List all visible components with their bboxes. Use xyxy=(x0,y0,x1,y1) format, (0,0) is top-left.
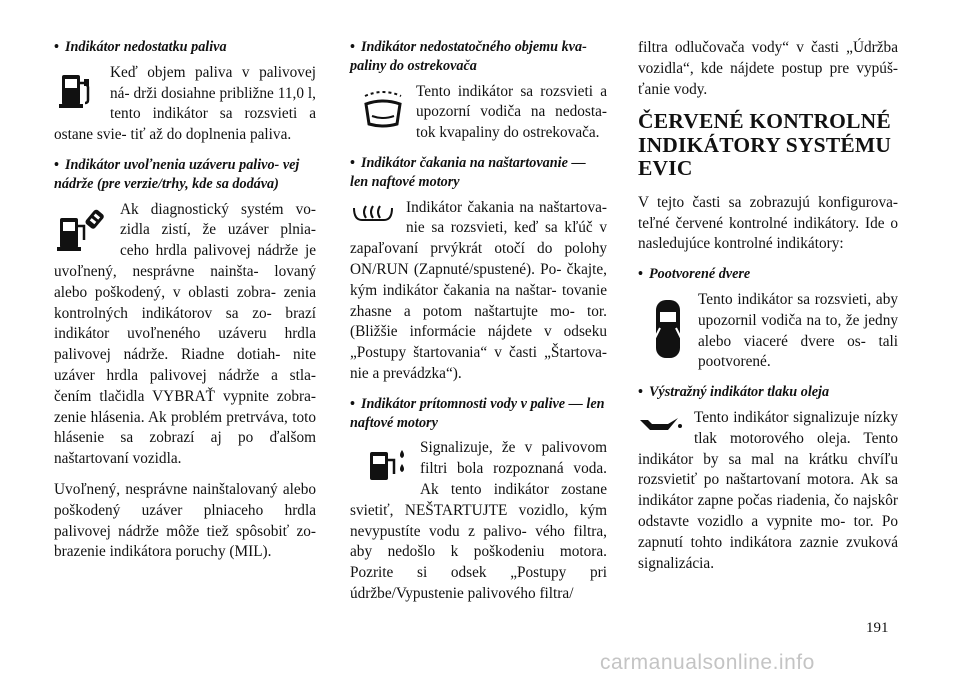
section-heading: ČERVENÉ KONTROLNÉ INDIKÁTORY SYSTÉMU EVIC xyxy=(638,109,892,181)
washer-fluid-icon xyxy=(360,86,406,132)
wait-text: Indikátor čakania na naštartova- nie sa rozsvieti, keď sa kľúč v zapaľovaní prvýkrát otočí do polohy ON/RUN (Zapnuté/spustené). Po- čkajte, kým indikátor čakania na naštar- tovanie zhasne a potom naštartujte mo- tor. (Bližšie informácie nájdete v odseku „Postupy štartovania“ v časti „Štartova- nie a prevádzka“). xyxy=(350,198,607,382)
oil-title: Výstražný indikátor tlaku oleja xyxy=(648,384,830,401)
water-in-fuel-icon xyxy=(364,442,410,488)
washer-heading: • Indikátor nedostatočného objemu kva- paliny do ostrekovača xyxy=(350,39,587,74)
continued-text: filtra odlučovača vody“ v časti „Údržba vozidla“, kde nájdete postup pre vypúš- ťanie vody. xyxy=(638,39,898,98)
oil-can-icon xyxy=(638,412,684,436)
washer-text: Tento indikátor sa rozsvieti a upozorní vodiča na nedosta- tok kvapaliny do ostrekovača. xyxy=(416,82,607,142)
watermark: carmanualsonline.info xyxy=(600,651,815,674)
water-heading: • Indikátor prítomnosti vody v palive — len naftové motory xyxy=(350,395,605,431)
oil-heading: • Výstražný indikátor tlaku oleja xyxy=(638,384,830,401)
fuel-low-text: Keď objem paliva v palivovej ná- drži dosiahne približne 11,0 l, tento indikátor sa rozsvieti a ostane svie- tiť až do doplnenia paliva. xyxy=(54,63,316,144)
fuel-pump-icon xyxy=(54,67,100,113)
oil-text: Tento indikátor signalizuje nízky tlak motorového oleja. Tento indikátor by sa mal na krátku chvíľu rozsvietiť po naštartovaní motora. Ak sa indikátor zapne počas riadenia, čo najskôr odstavte vozidlo a vypnite mo- tor. Po zapnutí tohto indikátora zaznie zvuková signalizácia. xyxy=(638,409,898,572)
fuel-cap-icon xyxy=(54,204,110,260)
water-title: Indikátor prítomnosti vody v palive — len naftové motory xyxy=(350,395,605,431)
loose-cap-heading: • Indikátor uvoľnenia uzáveru palivo- vej nádrže (pre verzie/trhy, kde sa dodáva) xyxy=(54,156,300,192)
page-number: 191 xyxy=(866,620,889,636)
door-text: Tento indikátor sa rozsvieti, aby upozornil vodiča na to, že jedny alebo viaceré dvere os- tali pootvorené. xyxy=(698,291,898,371)
fuel-low-title: Indikátor nedostatku paliva xyxy=(64,39,227,55)
wait-heading: • Indikátor čakania na naštartovanie — len naftové motory xyxy=(350,154,586,190)
wait-title: Indikátor čakania na naštartovanie — len naftové motory xyxy=(350,154,586,190)
intro-text: V tejto časti sa zobrazujú konfigurova- teľné červené kontrolné indikátory. Ide o nasledujúce kontrolné indikátory: xyxy=(638,193,898,253)
fuel-low-heading: • Indikátor nedostatku paliva xyxy=(54,39,227,55)
washer-title: Indikátor nedostatočného objemu kva- paliny do ostrekovača xyxy=(350,39,587,74)
door-heading: • Pootvorené dvere xyxy=(638,266,751,283)
loose-cap-title: Indikátor uvoľnenia uzáveru palivo- vej nádrže (pre verzie/trhy, kde sa dodáva) xyxy=(54,156,300,192)
loose-cap-text: Ak diagnostický systém vo- zidla zistí, že uzáver plnia- ceho hrdla palivovej nádrže je uvoľnený, nesprávne nainšta- lovaný alebo poškodený, v oblasti zobra- zenia kontrolných indikátorov sa zo- brazí indikátor uvoľneného uzáveru hrdla palivovej nádrže. Riadne dotiah- nite uzáver hrdla palivovej nádrže a stla- čením tlačidla VYBRAŤ vypnite zobra- zenie hlásenia. Ak problém pretrváva, toto hlásenie sa zobrazí aj po ďalšom naštartovaní vozidla. xyxy=(54,200,316,468)
column-2 xyxy=(350,38,607,615)
column-3 xyxy=(638,38,898,584)
column-1 xyxy=(54,38,316,573)
door-title: Pootvorené dvere xyxy=(648,266,751,283)
door-ajar-icon xyxy=(648,294,688,364)
loose-cap-text-2: Uvoľnený, nesprávne nainštalovaný alebo poškodený uzáver plniaceho hrdla palivovej nádrže môže tiež spôsobiť zo- brazenie indikátora poruchy (MIL). xyxy=(54,480,316,561)
water-text: Signalizuje, že v palivovom filtri bola rozpoznaná voda. Ak tento indikátor zostane svietiť, NEŠTARTUJTE vozidlo, kým nevypustíte vodu z palivo- vého filtra, aby nedošlo k poškodeniu motora. Pozrite si odsek „Postupy pri údržbe/Vypustenie palivového filtra/ xyxy=(350,439,607,602)
glow-plug-icon xyxy=(350,202,396,224)
